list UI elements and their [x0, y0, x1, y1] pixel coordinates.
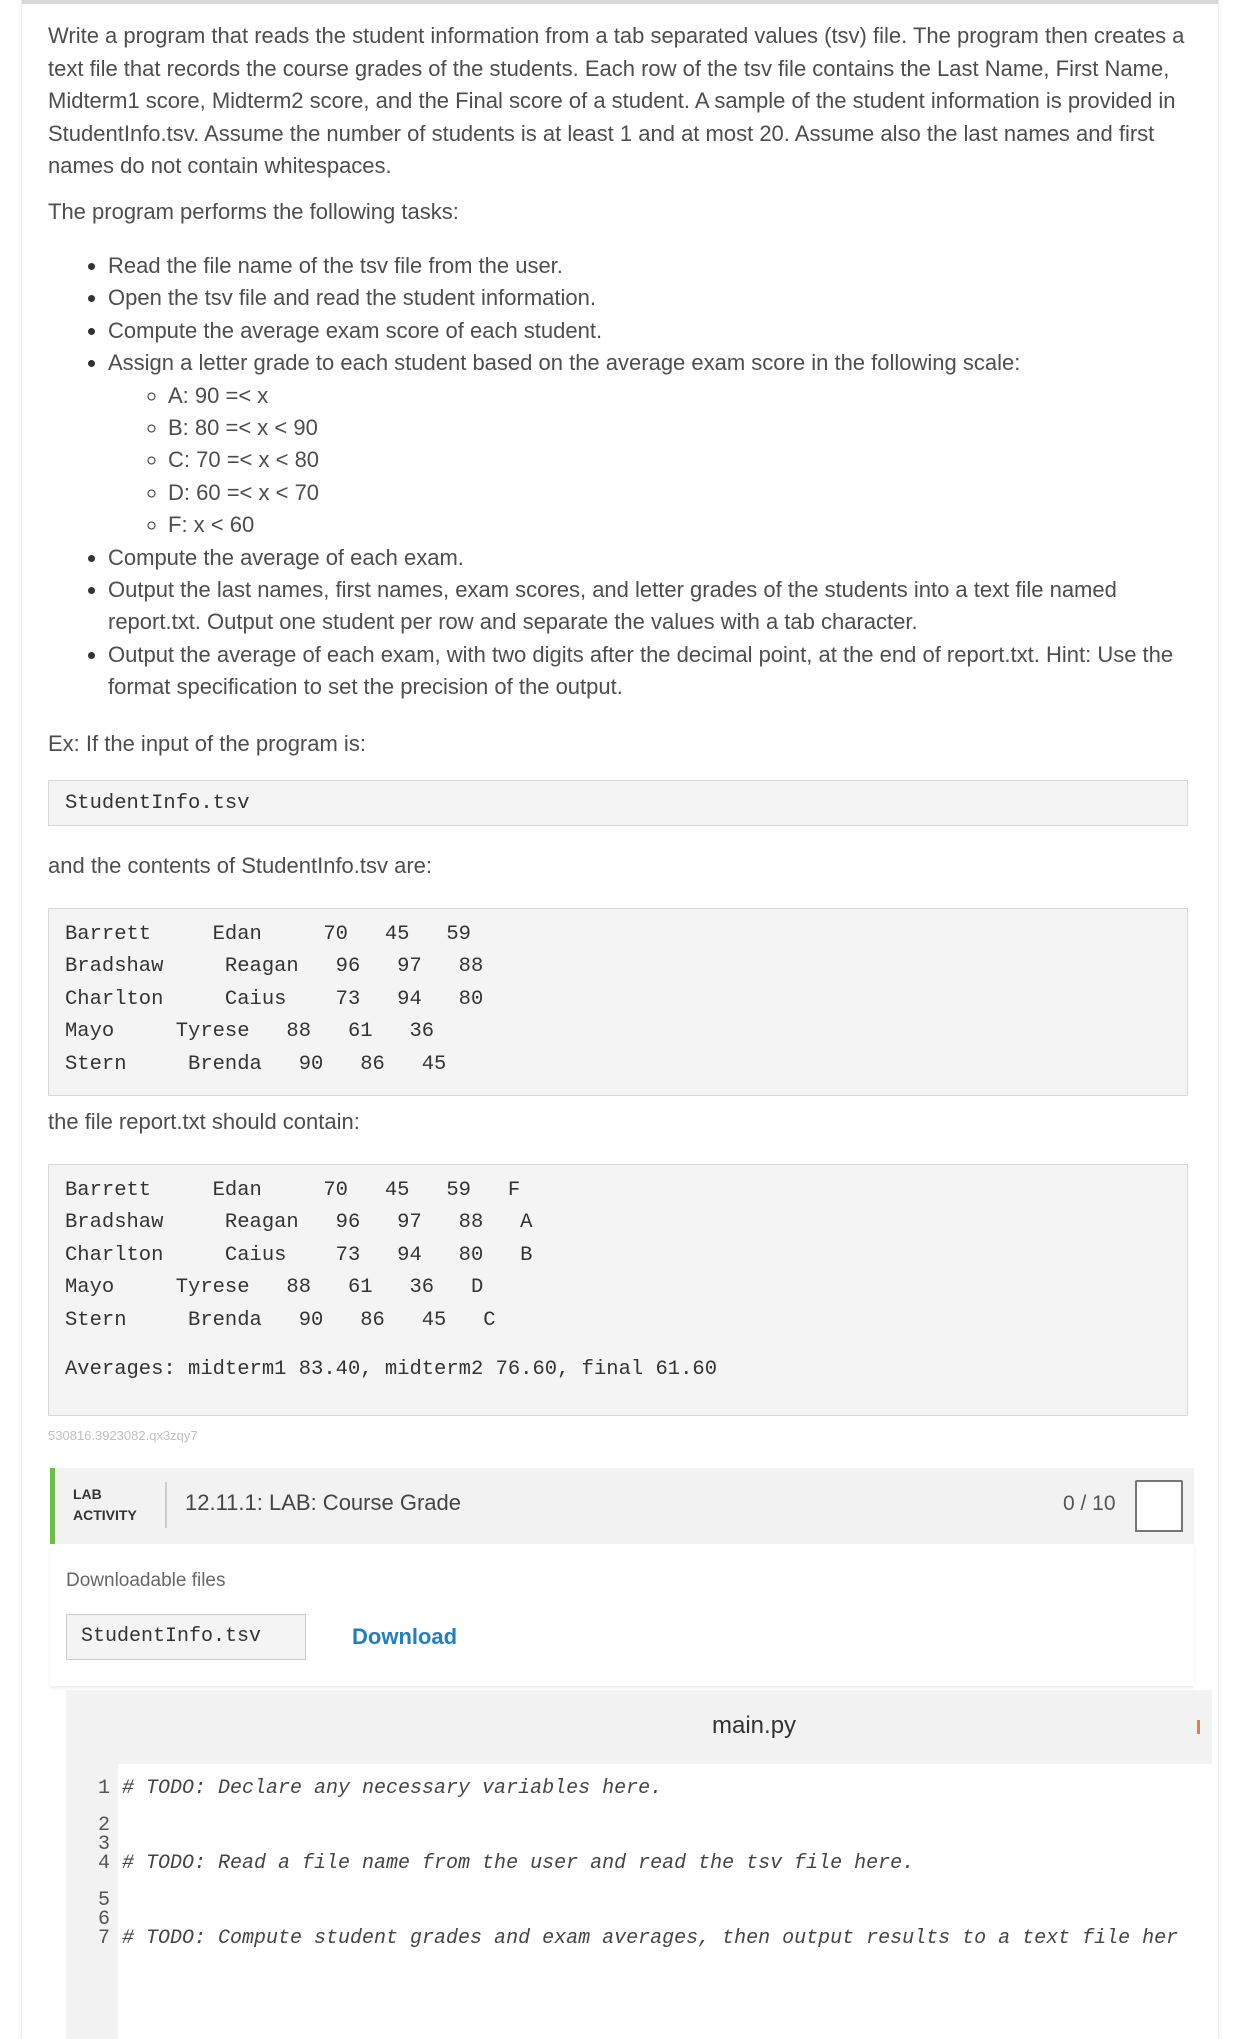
report-averages: Averages: midterm1 83.40, midterm2 76.60, final 61.60: [65, 1357, 718, 1381]
top-bar: [22, 0, 1218, 4]
task-item: • Compute the average exam score of each student.: [108, 315, 1188, 347]
intro-paragraph: Write a program that reads the student information from a tab separated values (tsv) file. The program then creates a text file that records the course grades of the students. Each row of the tsv file contains the Last Name, First Name, Midterm1 score, Midterm2 score, and the Final score of a student. A sample of the student information is provided in StudentInfo.tsv. Assume the number of students is at least 1 and at most 20. Assume also the last names and first names do not contain whitespaces.: [48, 23, 1185, 178]
downloadable-file-name: StudentInfo.tsv: [66, 1614, 306, 1660]
code-text: # TODO: Declare any necessary variables here.: [122, 1777, 663, 1800]
lab-activity-tag: [73, 1484, 137, 1526]
tsv-row: Bradshaw Reagan 96 97 88: [65, 955, 484, 979]
task-item: • Compute the average of each exam.: [108, 542, 1188, 574]
report-row: Charlton Caius 73 94 80 B: [65, 1243, 533, 1267]
lab-divider: [165, 1482, 167, 1528]
example-contents-box: [48, 908, 1188, 1096]
example-input-box: StudentInfo.tsv: [48, 780, 1188, 826]
lab-activity-header: [50, 1468, 1194, 1544]
report-row: Bradshaw Reagan 96 97 88 A: [65, 1211, 533, 1235]
task-item: • Open the tsv file and read the student information.: [108, 282, 1188, 314]
code-line[interactable]: [66, 1851, 915, 1892]
problem-id-caption: 530816.3923082.qx3zqy7: [48, 1428, 198, 1443]
grade-scale-item: ◦ B: 80 =< x < 90: [168, 412, 1188, 444]
line-number: 3: [97, 1833, 110, 1857]
tsv-row: Stern Brenda 90 86 45: [65, 1052, 447, 1076]
editor-marker-icon: [1197, 1720, 1200, 1734]
line-number: 2: [97, 1814, 110, 1838]
grade-scale-item: ◦ D: 60 =< x < 70: [168, 477, 1188, 509]
task-item-text: Assign a letter grade to each student based on the average exam score in the following scale:: [108, 350, 1021, 376]
lab-score: 0 / 10: [1063, 1492, 1116, 1515]
example-input-label: Ex: If the input of the program is:: [48, 731, 366, 756]
code-line[interactable]: [66, 1926, 1179, 1967]
tasks-heading: The program performs the following tasks:: [48, 199, 459, 224]
editor-filename: main.py: [712, 1712, 797, 1739]
line-number: 4: [97, 1851, 110, 1875]
tsv-row: Charlton Caius 73 94 80: [65, 987, 484, 1011]
code-text: # TODO: Compute student grades and exam averages, then output results to a text file her: [122, 1926, 1179, 1950]
grade-scale-item: ◦ A: 90 =< x: [168, 380, 1188, 412]
report-row: Barrett Edan 70 45 59 F: [65, 1179, 521, 1202]
lab-title: 12.11.1: LAB: Course Grade: [185, 1490, 461, 1515]
grade-scale-item: ◦ F: x < 60: [168, 509, 1188, 541]
tsv-row: Barrett Edan 70 45 59: [65, 923, 471, 946]
report-row: Mayo Tyrese 88 61 36 D: [65, 1276, 484, 1300]
task-item: • Read the file name of the tsv file from the user.: [108, 250, 1188, 282]
line-number: 6: [97, 1907, 110, 1931]
line-number: 7: [97, 1926, 110, 1950]
code-lines[interactable]: [66, 1777, 1179, 1967]
example-contents-label: and the contents of StudentInfo.tsv are:: [48, 853, 433, 878]
editor-header: [66, 1690, 1212, 1764]
lab-tag-line: ACTIVITY: [73, 1507, 137, 1523]
report-box: [48, 1164, 1188, 1416]
code-text: # TODO: Read a file name from the user and read the tsv file here.: [122, 1851, 915, 1875]
task-item: [108, 347, 1188, 541]
download-link[interactable]: Download: [352, 1624, 458, 1649]
report-label: the file report.txt should contain:: [48, 1109, 360, 1134]
code-line[interactable]: [66, 1777, 663, 1817]
task-list: [48, 250, 1188, 704]
line-number: 1: [97, 1777, 110, 1800]
downloadable-files-section: [50, 1544, 1194, 1686]
completion-badge-icon: [1135, 1480, 1183, 1532]
lab-tag-line: LAB: [73, 1486, 102, 1502]
task-item: • Output the average of each exam, with two digits after the decimal point, at the end of report.txt. Hint: Use the format specification to set the precision of the output.: [108, 639, 1188, 704]
grade-scale-item: ◦ C: 70 =< x < 80: [168, 444, 1188, 476]
downloadable-files-label: Downloadable files: [66, 1570, 226, 1591]
grade-scale-list: [108, 380, 1188, 542]
report-row: Stern Brenda 90 86 45 C: [65, 1308, 496, 1332]
task-item: • Output the last names, first names, exam scores, and letter grades of the students into a text file named report.txt. Output one student per row and separate the values with a tab character.: [108, 574, 1188, 639]
tsv-row: Mayo Tyrese 88 61 36: [65, 1020, 435, 1044]
line-number: 5: [97, 1889, 110, 1913]
code-editor[interactable]: [66, 1690, 1212, 2039]
